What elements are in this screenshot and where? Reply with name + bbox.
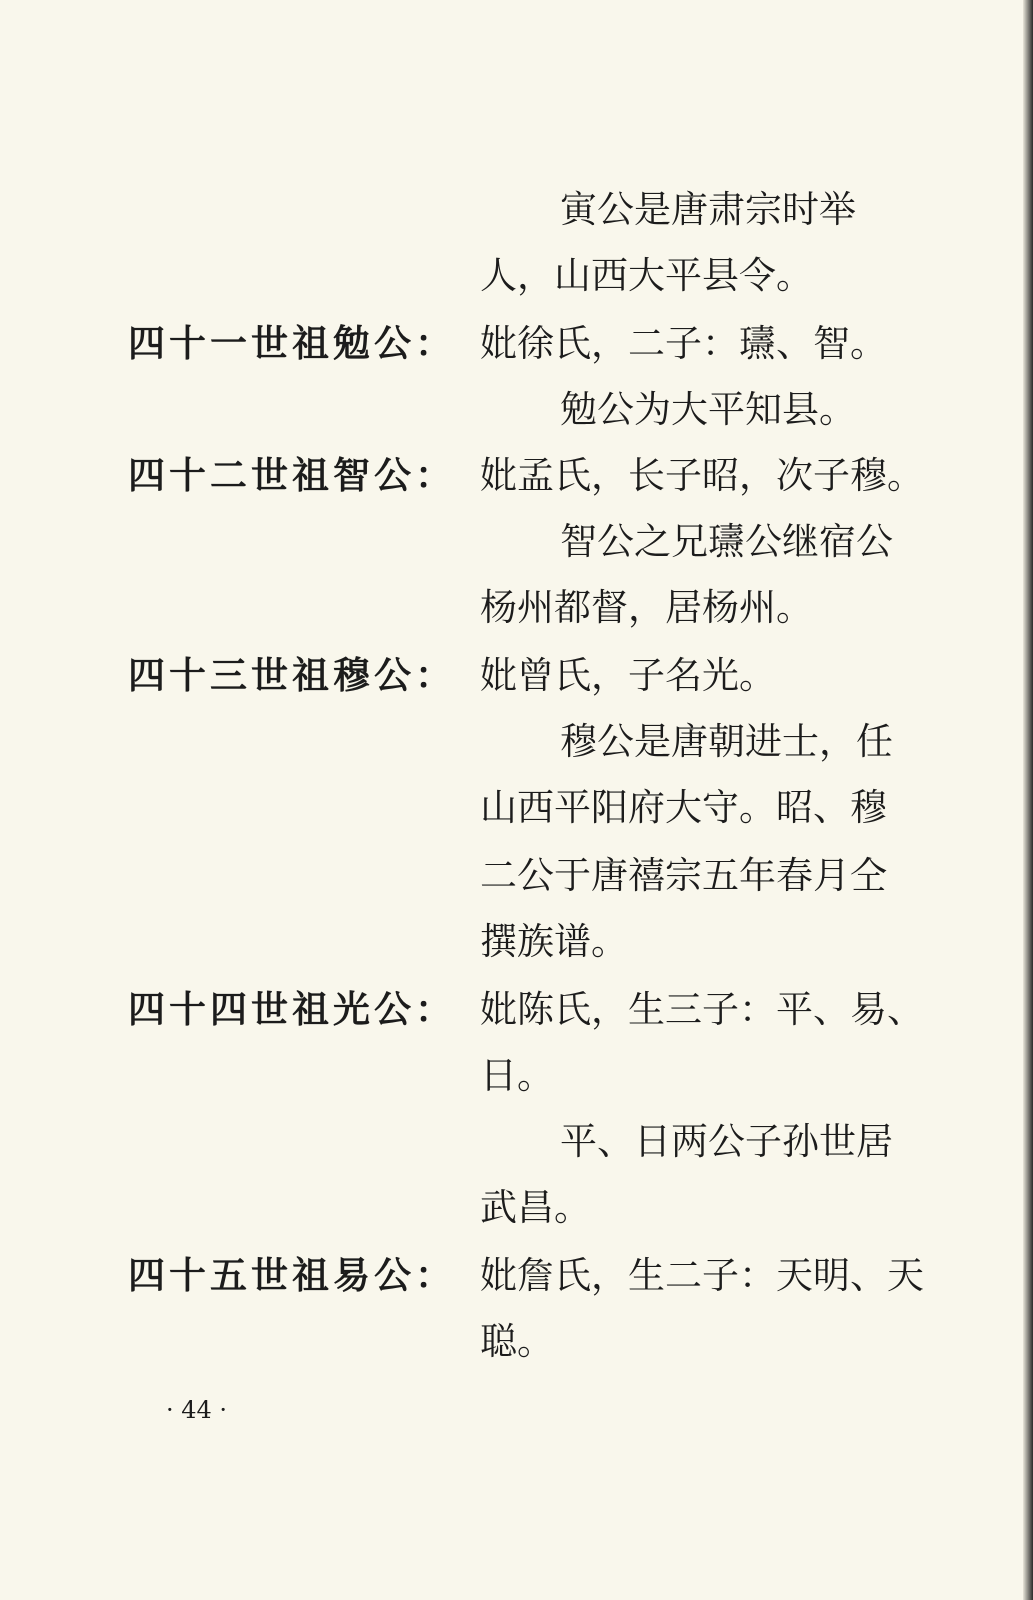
entry-text: 日。	[480, 1054, 554, 1097]
entry-note: 武昌。	[480, 1186, 591, 1229]
generation-heading: 四十三世祖穆公：	[128, 654, 456, 697]
entry-note: 平、日两公子孙世居	[560, 1120, 893, 1163]
entry-text: 妣陈氏，生三子：平、易、	[480, 988, 924, 1031]
generation-heading: 四十二世祖智公：	[128, 454, 456, 497]
entry-text: 聪。	[480, 1320, 554, 1363]
entry-note: 山西平阳府大守。昭、穆	[480, 786, 887, 829]
entry-note: 二公于唐禧宗五年春月仝	[480, 854, 887, 897]
entry-text: 妣曾氏，子名光。	[480, 654, 776, 697]
entry-note: 勉公为大平知县。	[560, 388, 856, 431]
entry-text: 妣徐氏，二子：瓙、智。	[480, 322, 887, 365]
page-number: · 44 ·	[166, 1396, 228, 1424]
intro-line: 人，山西大平县令。	[480, 254, 813, 297]
generation-heading: 四十一世祖勉公：	[128, 322, 456, 365]
entry-text: 妣詹氏，生二子：天明、天	[480, 1254, 924, 1297]
intro-line: 寅公是唐肃宗时举	[560, 188, 856, 231]
entry-text: 妣孟氏，长子昭，次子穆。	[480, 454, 924, 497]
entry-note: 杨州都督，居杨州。	[480, 586, 813, 629]
generation-heading: 四十五世祖易公：	[128, 1254, 456, 1297]
generation-heading: 四十四世祖光公：	[128, 988, 456, 1031]
entry-note: 撰族谱。	[480, 920, 628, 963]
entry-note: 穆公是唐朝进士，任	[560, 720, 893, 763]
entry-note: 智公之兄瓙公继宿公	[560, 520, 893, 563]
